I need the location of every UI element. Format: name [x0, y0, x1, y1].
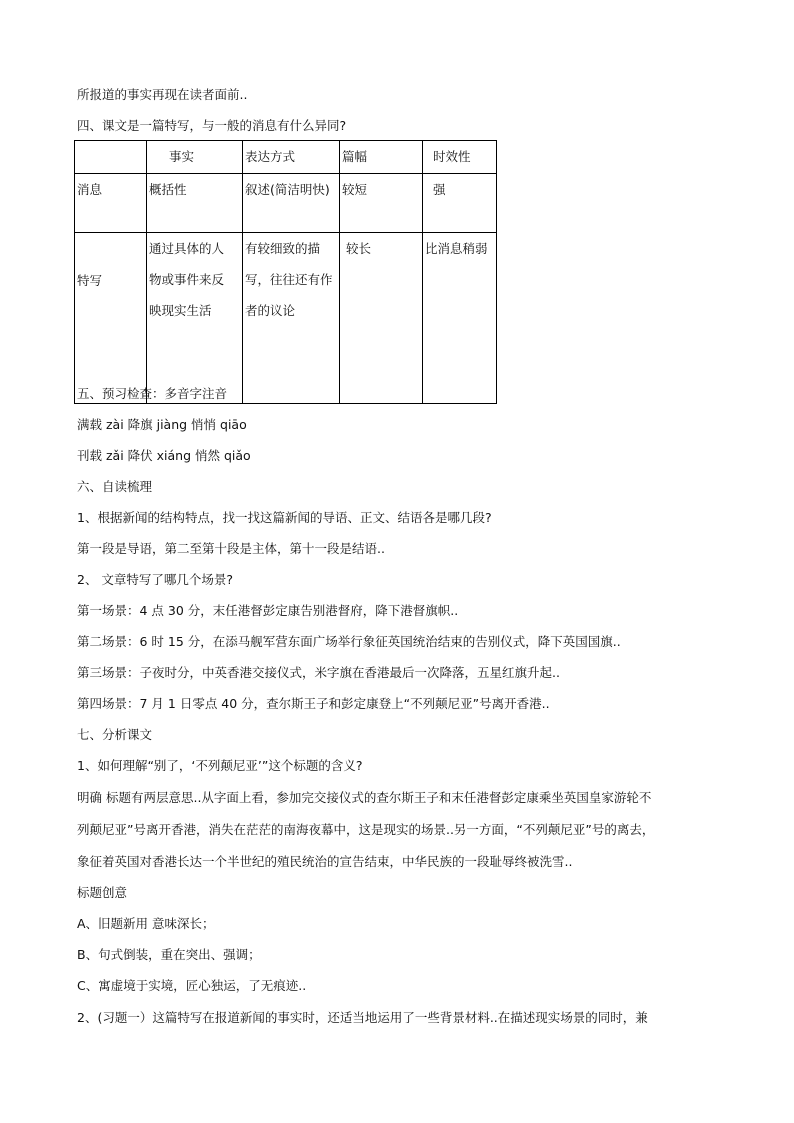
table-header-cell: 时效性	[423, 141, 497, 174]
cell-line: 者的议论	[245, 303, 296, 318]
table-cell	[243, 233, 340, 404]
table-header-cell: 事实	[147, 141, 243, 174]
table-cell: 消息	[75, 174, 147, 233]
table-row	[75, 233, 497, 404]
section-7-heading: 七、分析课文	[77, 727, 153, 742]
title-idea-c: C、寓虚境于实境，匠心独运，了无痕迹..	[77, 978, 307, 993]
table-cell: 比消息稍弱	[423, 233, 497, 404]
cell-line: 物或事件来反	[149, 272, 225, 287]
table-cell: 强	[423, 174, 497, 233]
scene-2: 第二场景：6 时 15 分，在添马舰军营东面广场举行象征英国统治结束的告别仪式，降下英国国旗..	[77, 634, 621, 649]
table-cell: 叙述(简洁明快)	[243, 174, 340, 233]
table-cell: 特写	[75, 233, 147, 404]
scene-4: 第四场景：7 月 1 日零点 40 分，查尔斯王子和彭定康登上“不列颠尼亚”号离开香港..	[77, 696, 550, 711]
table-cell: 较长	[340, 233, 423, 404]
title-idea-heading: 标题创意	[77, 885, 128, 900]
cell-line: 映现实生活	[149, 303, 212, 318]
cell-line: 有较细致的描	[245, 241, 321, 256]
table-header-cell	[75, 141, 147, 174]
cell-line: 通过具体的人	[149, 241, 225, 256]
table-cell	[147, 233, 243, 404]
scene-1: 第一场景：4 点 30 分，末任港督彭定康告别港督府，降下港督旗帜..	[77, 603, 459, 618]
answer-1: 第一段是导语，第二至第十段是主体，第十一段是结语..	[77, 541, 385, 556]
pinyin-line: 刊载 zǎi 降伏 xiáng 悄然 qiǎo	[77, 448, 251, 463]
pinyin-line: 满载 zài 降旗 jiàng 悄悄 qiāo	[77, 417, 247, 432]
paragraph-continued: 所报道的事实再现在读者面前..	[77, 87, 248, 102]
analysis-question-1: 1、如何理解“别了，‘不列颠尼亚’”这个标题的含义?	[77, 758, 363, 773]
analysis-answer-line: 列颠尼亚”号离开香港，消失在茫茫的南海夜幕中，这是现实的场景..另一方面，“不列颠尼亚”号的离去，	[77, 822, 655, 837]
section-5-heading: 五、预习检查：多音字注音	[77, 386, 228, 401]
question-2: 2、 文章特写了哪几个场景?	[77, 572, 234, 587]
table-header-cell: 篇幅	[340, 141, 423, 174]
comparison-table	[74, 140, 497, 404]
table-row	[75, 174, 497, 233]
table-header-cell: 表达方式	[243, 141, 340, 174]
scene-3: 第三场景：子夜时分，中英香港交接仪式，米字旗在香港最后一次降落，五星红旗升起..	[77, 665, 560, 680]
table-cell: 较短	[340, 174, 423, 233]
table-header-row	[75, 141, 497, 174]
section-6-heading: 六、自读梳理	[77, 479, 153, 494]
analysis-answer-line: 象征着英国对香港长达一个半世纪的殖民统治的宣告结束，中华民族的一段耻辱终被洗雪..	[77, 854, 573, 869]
analysis-answer-line: 明确 标题有两层意思..从字面上看，参加完交接仪式的查尔斯王子和末任港督彭定康乘坐英国皇家游轮不	[77, 790, 652, 805]
exercise-2-line: 2、(习题一）这篇特写在报道新闻的事实时，还适当地运用了一些背景材料..在描述现实场景的同时，兼	[77, 1010, 648, 1025]
title-idea-b: B、句式倒装，重在突出、强调；	[77, 947, 261, 962]
table-cell: 概括性	[147, 174, 243, 233]
section-4-heading: 四、课文是一篇特写，与一般的消息有什么异同?	[77, 118, 347, 133]
cell-line: 写，往往还有作	[245, 272, 333, 287]
question-1: 1、根据新闻的结构特点，找一找这篇新闻的导语、正文、结语各是哪几段?	[77, 510, 492, 525]
title-idea-a: A、旧题新用 意味深长；	[77, 916, 215, 931]
